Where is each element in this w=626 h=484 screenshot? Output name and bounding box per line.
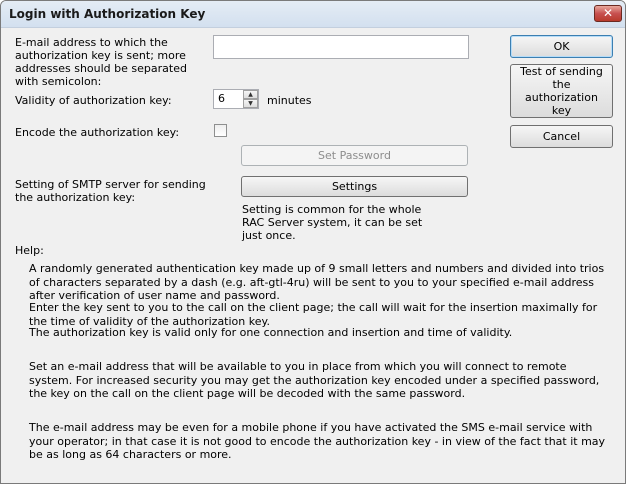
ok-button[interactable]: OK xyxy=(510,35,613,58)
help-heading: Help: xyxy=(15,244,44,257)
validity-label: Validity of authorization key: xyxy=(15,94,172,107)
window-title: Login with Authorization Key xyxy=(9,7,206,21)
cancel-button[interactable]: Cancel xyxy=(510,125,613,148)
help-paragraph-5: The e-mail address may be even for a mobile phone if you have activated the SMS e-mail service with your operator; in that case it is not good to encode the authorization key - in view of the fact that it may be as long as 64 characters or more. xyxy=(29,421,606,461)
encode-checkbox[interactable] xyxy=(214,124,227,137)
smtp-label: Setting of SMTP server for sending the authorization key: xyxy=(15,178,206,204)
email-input[interactable] xyxy=(213,35,469,59)
validity-unit: minutes xyxy=(267,94,312,107)
email-label: E-mail address to which the authorization key is sent; more addresses should be separated with semicolon: xyxy=(15,36,187,88)
test-sending-button[interactable]: Test of sending the authorization key xyxy=(510,64,613,118)
encode-label: Encode the authorization key: xyxy=(15,126,180,139)
help-paragraph-2: Enter the key sent to you to the call on the client page; the call will wait for the insertion maximally for the time of validity of the authorization key. xyxy=(29,301,598,328)
title-bar xyxy=(1,1,625,28)
help-paragraph-4: Set an e-mail address that will be available to you in place from which you will connect to remote system. For increased security you may get the authorization key encoded under a specified password, the key on the call on the client page will be decoded with the same password. xyxy=(29,360,600,400)
set-password-button[interactable]: Set Password xyxy=(241,145,468,166)
close-button[interactable] xyxy=(594,5,622,22)
spin-up-arrow-icon[interactable]: ▲ xyxy=(243,90,258,99)
validity-value: 6 xyxy=(218,92,225,105)
smtp-note: Setting is common for the whole RAC Server system, it can be set just once. xyxy=(242,203,423,242)
smtp-settings-button[interactable]: Settings xyxy=(241,176,468,197)
help-paragraph-3: The authorization key is valid only for one connection and insertion and time of validity. xyxy=(29,326,513,339)
close-icon: ✕ xyxy=(602,6,614,20)
help-paragraph-1: A randomly generated authentication key made up of 9 small letters and numbers and divided into trios of characters separated by a dash (e.g. aft-gtl-4ru) will be sent to you to your specified e-mail address after verification of user name and password. xyxy=(29,262,605,302)
spin-down-arrow-icon[interactable]: ▼ xyxy=(243,99,258,108)
